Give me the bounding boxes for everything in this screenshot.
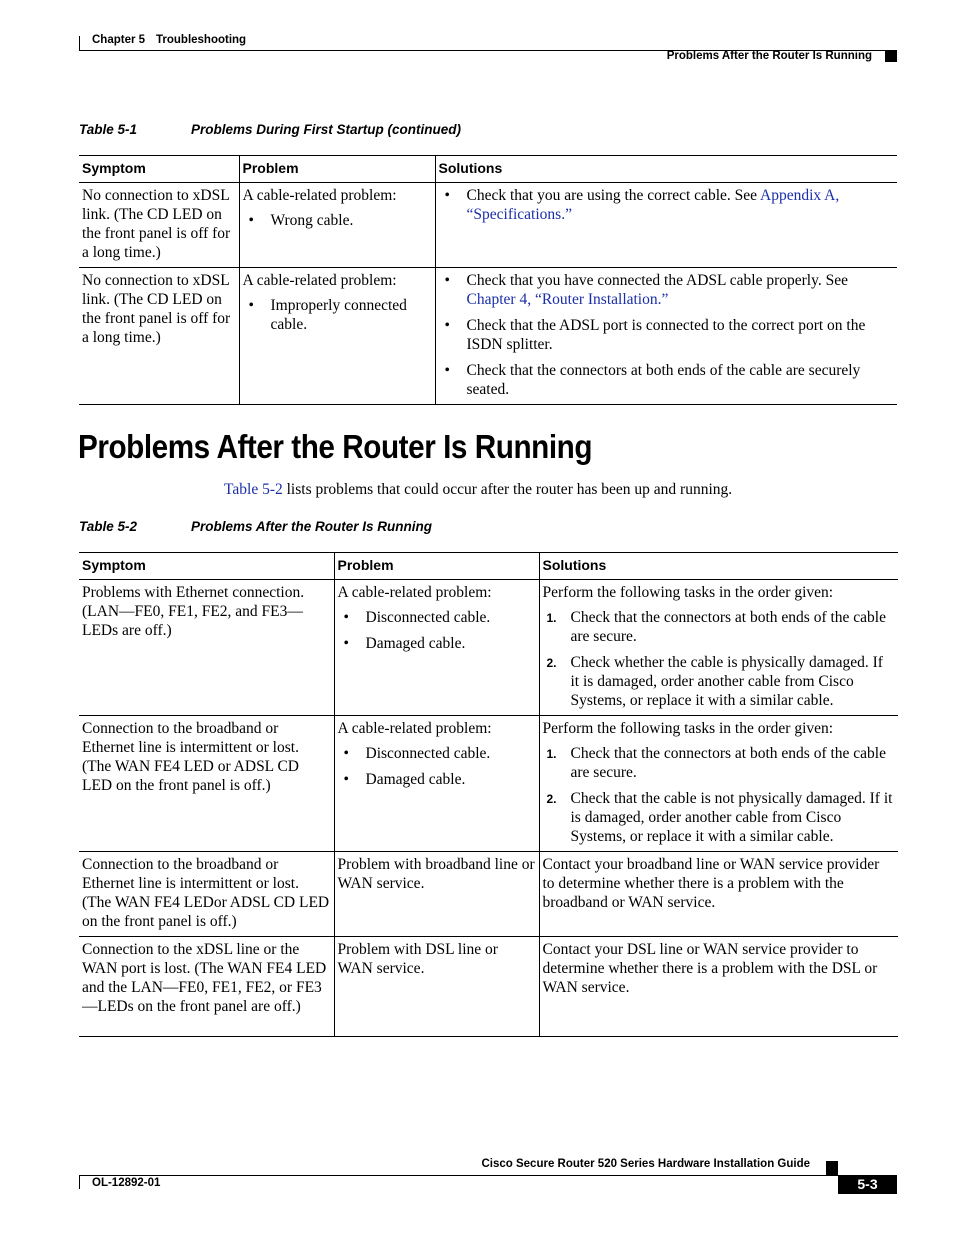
solution-text: Check that you have connected the ADSL cable properly. See: [466, 272, 848, 289]
solution-cell: [539, 580, 898, 716]
solution-list: [439, 186, 895, 224]
solution-cell: [435, 183, 897, 268]
problem-cell: [239, 268, 435, 405]
table2-title: Problems After the Router Is Running: [191, 519, 433, 534]
problem-intro: A cable-related problem:: [242, 187, 397, 204]
table-row: [79, 937, 898, 1037]
problem-item: • Damaged cable.: [338, 770, 536, 789]
table-row: [79, 268, 897, 405]
solution-steps: [543, 744, 896, 846]
header-chapter: Chapter 5: [92, 34, 146, 46]
solution-step: [543, 608, 896, 646]
solution-text: Check that you are using the correct cable. See: [466, 187, 761, 204]
step-number: 1.: [546, 747, 557, 761]
footer-rule: [79, 1175, 897, 1176]
solution-step: [543, 744, 896, 782]
problem-item: • Disconnected cable.: [338, 608, 536, 627]
solution-steps: [543, 608, 896, 710]
problem-list: [243, 211, 432, 230]
footer-guide-title: Cisco Secure Router 520 Series Hardware Installation Guide: [481, 1158, 810, 1170]
problem-cell: [334, 716, 539, 852]
problem-list: [243, 296, 432, 334]
table1-label: Table 5-1: [79, 122, 138, 137]
table-row: [79, 183, 897, 268]
problem-item: • Disconnected cable.: [338, 744, 536, 763]
problem-cell: [334, 580, 539, 716]
header-section-title: Problems After the Router Is Running: [666, 50, 872, 62]
solution-item: [439, 271, 895, 309]
appendix-a-link[interactable]: Appendix A, “Specifications.”: [466, 187, 840, 223]
solution-intro: Perform the following tasks in the order given:: [542, 720, 834, 737]
solution-cell: Contact your broadband line or WAN service provider to determine whether there is a problem with the broadband or WAN service.: [539, 852, 898, 937]
solution-item: • Check that the connectors at both ends of the cable are securely seated.: [439, 361, 895, 399]
header-chapter-title: Troubleshooting: [156, 34, 247, 46]
step-number: 2.: [546, 656, 557, 670]
footer-doc-number: OL-12892-01: [92, 1177, 161, 1189]
problem-cell: Problem with DSL line or WAN service.: [334, 937, 539, 1037]
problem-item: • Improperly connected cable.: [243, 296, 432, 334]
solution-step: [543, 789, 896, 846]
table-row: [79, 716, 898, 852]
footer-marker: [826, 1161, 838, 1175]
symptom-cell: No connection to xDSL link. (The CD LED on the front panel is off for a long time.): [79, 268, 239, 405]
problem-intro: A cable-related problem:: [337, 584, 492, 601]
solution-list: [439, 271, 895, 399]
step-text: Check that the connectors at both ends of the cable are secure.: [570, 745, 886, 781]
symptom-cell: Connection to the broadband or Ethernet line is intermittent or lost. (The WAN FE4 LED or ADSL CD LED on the front panel is off.): [79, 716, 334, 852]
solution-cell: Contact your DSL line or WAN service provider to determine whether there is a problem with the DSL or WAN service.: [539, 937, 898, 1037]
table2-label: Table 5-2: [79, 519, 138, 534]
solution-cell: [539, 716, 898, 852]
table-row: [79, 580, 898, 716]
problem-list: [338, 608, 536, 653]
step-number: 2.: [546, 792, 557, 806]
solution-item: • Check that the ADSL port is connected to the correct port on the ISDN splitter.: [439, 316, 895, 354]
problem-list: [338, 744, 536, 789]
header-marker: [885, 51, 897, 62]
table2-header-symptom: Symptom: [79, 553, 334, 580]
problem-cell: Problem with broadband line or WAN service.: [334, 852, 539, 937]
table2: [79, 552, 898, 1037]
symptom-cell: Connection to the broadband or Ethernet line is intermittent or lost. (The WAN FE4 LEDor ADSL CD LED on the front panel is off.): [79, 852, 334, 937]
problem-cell: [239, 183, 435, 268]
section-heading: Problems After the Router Is Running: [78, 428, 593, 465]
chapter-4-link[interactable]: Chapter 4, “Router Installation.”: [466, 291, 669, 308]
step-text: Check that the cable is not physically damaged. If it is damaged, order another cable from Cisco Systems, or replace it with a similar cable.: [570, 790, 893, 845]
problem-intro: A cable-related problem:: [242, 272, 397, 289]
table2-header-row: [79, 553, 898, 580]
intro-text: lists problems that could occur after the router has been up and running.: [282, 481, 733, 498]
table1-header-problem: Problem: [239, 156, 435, 183]
solution-item: [439, 186, 895, 224]
problem-item: • Wrong cable.: [243, 211, 432, 230]
step-number: 1.: [546, 611, 557, 625]
table1-header-row: [79, 156, 897, 183]
step-text: Check that the connectors at both ends of the cable are secure.: [570, 609, 886, 645]
table2-header-solutions: Solutions: [539, 553, 898, 580]
solution-cell: [435, 268, 897, 405]
symptom-cell: Connection to the xDSL line or the WAN port is lost. (The WAN FE4 LED and the LAN—FE0, FE1, FE2, or FE3—LEDs on the front panel are off.): [79, 937, 334, 1037]
footer-left-rule: [79, 1175, 80, 1189]
problem-intro: A cable-related problem:: [337, 720, 492, 737]
solution-step: [543, 653, 896, 710]
solution-intro: Perform the following tasks in the order given:: [542, 584, 834, 601]
symptom-cell: No connection to xDSL link. (The CD LED on the front panel is off for a long time.): [79, 183, 239, 268]
header-left-rule: [79, 36, 80, 51]
table2-header-problem: Problem: [334, 553, 539, 580]
table-row: [79, 852, 898, 937]
intro-paragraph: [224, 481, 732, 499]
table1-header-solutions: Solutions: [435, 156, 897, 183]
footer-page-number: 5-3: [838, 1175, 897, 1194]
table1-title: Problems During First Startup (continued): [191, 122, 462, 137]
step-text: Check whether the cable is physically damaged. If it is damaged, order another cable from Cisco Systems, or replace it with a similar cable.: [570, 654, 883, 709]
problem-item: • Damaged cable.: [338, 634, 536, 653]
table1: [79, 155, 897, 405]
table-5-2-link[interactable]: Table 5-2: [224, 481, 283, 498]
table1-header-symptom: Symptom: [79, 156, 239, 183]
symptom-cell: Problems with Ethernet connection. (LAN—FE0, FE1, FE2, and FE3— LEDs are off.): [79, 580, 334, 716]
